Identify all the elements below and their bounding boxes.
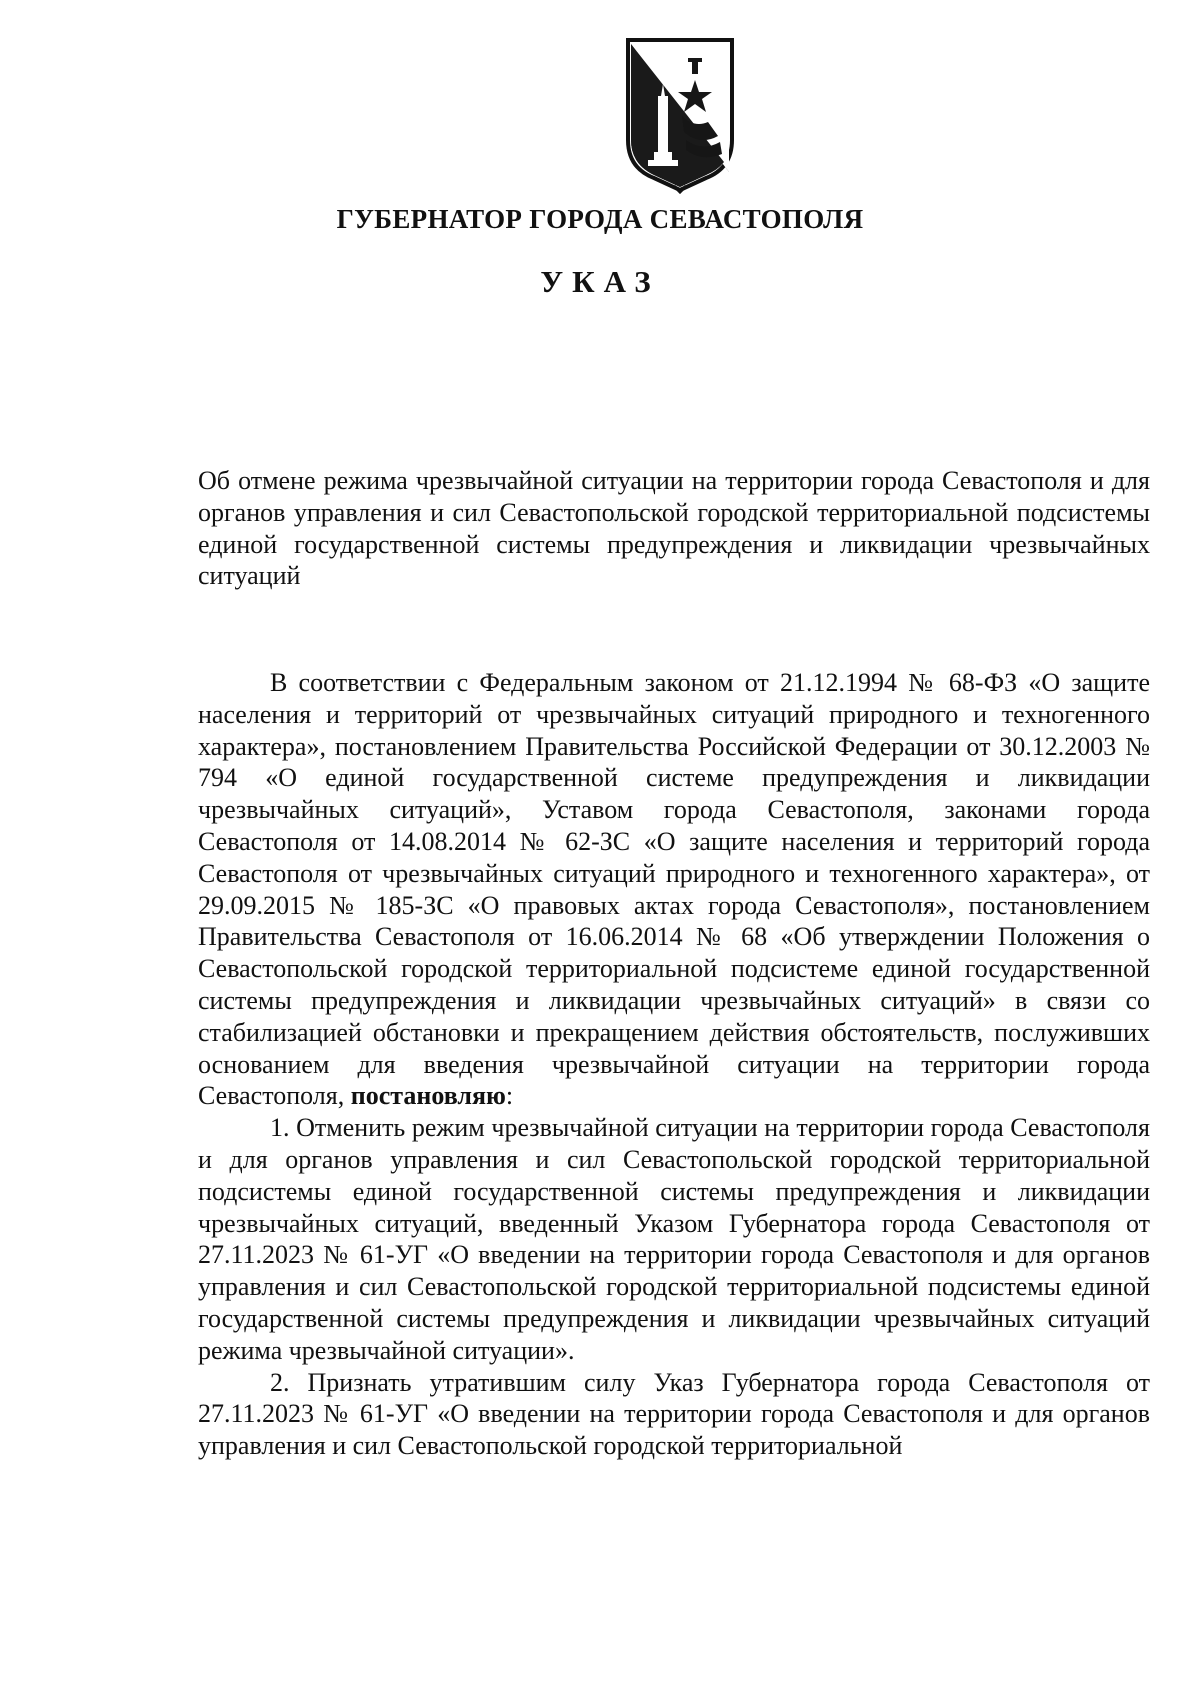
issuing-authority: ГУБЕРНАТОР ГОРОДА СЕВАСТОПОЛЯ <box>336 204 864 234</box>
sevastopol-coat-of-arms-icon <box>622 36 738 194</box>
preamble-text: В соответствии с Федеральным законом от 21.12.1994 № 68-ФЗ «О защите населения и территорий от чрезвычайных ситуаций природного и техногенного характера», постановлением Правительства Российской Федерации от 30.12.2003 № 794 «О единой государственной системе предупреждения и ликвидации чрезвычайных ситуаций», Уставом города Севастополя, законами города Севастополя от 14.08.2014 № 62-ЗС «О защите населения и территорий города Севастополя от чрезвычайных ситуаций природного и техногенного характера», от 29.09.2015 № 185-ЗС «О правовых актах города Севастополя», постановлением Правительства Севастополя от 16.06.2014 № 68 «Об утверждении Положения о Севастопольской городской территориальной подсистеме единой государственной системы предупреждения и ликвидации чрезвычайных ситуаций» в связи со стабилизацией обстановки и прекращением действия обстоятельств, послуживших основанием для введения чрезвычайной ситуации на территории города Севастополя, <box>198 668 1150 1111</box>
decree-item-1: 1. Отменить режим чрезвычайной ситуации на территории города Севастополя и для органов управления и сил Севастопольской городской территориальной подсистемы единой государственной системы предупреждения и ликвидации чрезвычайных ситуаций, введенный Указом Губернатора города Севастополя от 27.11.2023 № 61-УГ «О введении на территории города Севастополя и для органов управления и сил Севастопольской городской территориальной подсистемы единой государственной системы предупреждения и ликвидации чрезвычайных ситуаций режима чрезвычайной ситуации». <box>198 1113 1150 1365</box>
preamble-paragraph <box>198 667 1150 1112</box>
document-type: УКАЗ <box>540 264 660 299</box>
decree-word: постановляю <box>350 1081 506 1111</box>
decree-item-2: 2. Признать утратившим силу Указ Губернатора города Севастополя от 27.11.2023 № 61-УГ «О введении на территории города Севастополя и для органов управления и сил Севастопольской городской территориальной <box>198 1367 1150 1461</box>
decree-title-text: Об отмене режима чрезвычайной ситуации на территории города Севастополя и для органов управления и сил Севастопольской городской территориальной подсистемы единой государственной системы предупреждения и ликвидации чрезвычайных ситуаций <box>198 466 1150 591</box>
preamble-end: : <box>505 1081 514 1111</box>
decree-body <box>198 667 1150 1462</box>
decree-title <box>198 465 1150 592</box>
